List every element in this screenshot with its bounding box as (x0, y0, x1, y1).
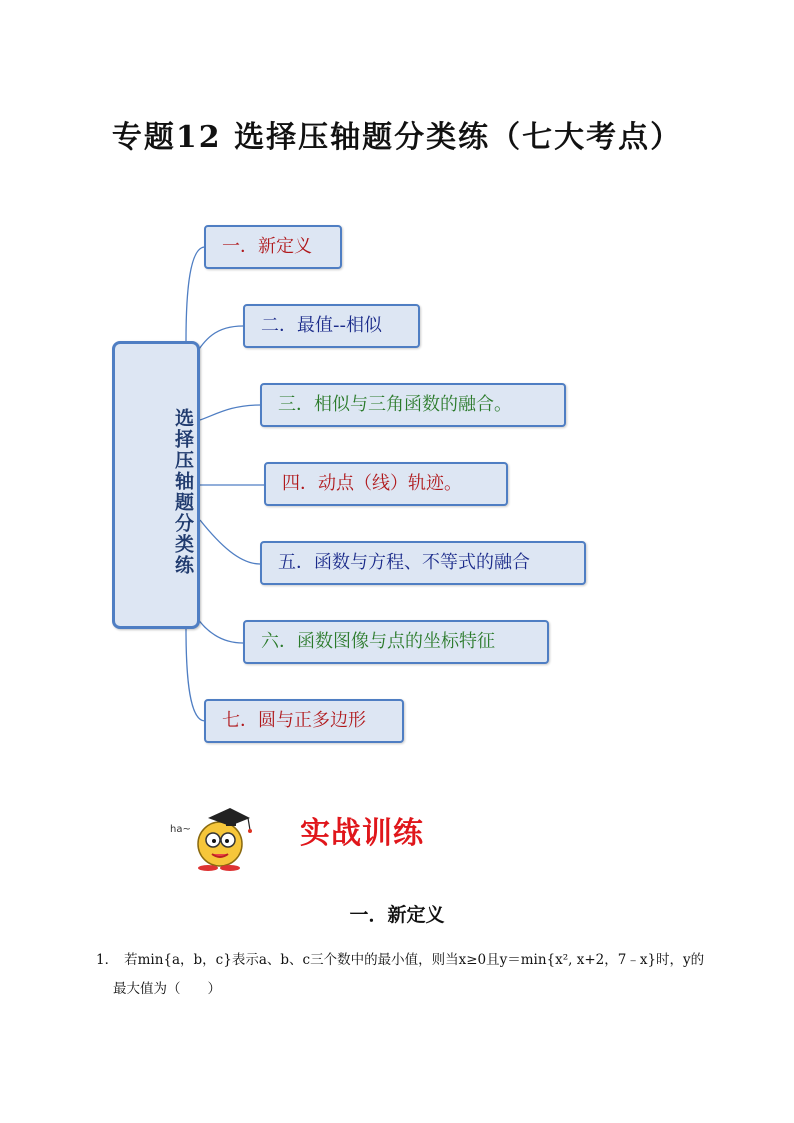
branch-extremum-similarity (243, 304, 420, 348)
document-title: 专题12 选择压轴题分类练（七大考点） (111, 120, 683, 155)
branch-label: 四．动点（线）轨迹。 (282, 473, 462, 494)
question-line-1 (96, 948, 704, 968)
graduate-mascot-icon (168, 802, 258, 872)
branch-circle-polygon (204, 699, 404, 743)
section-heading: 一．新定义 (349, 904, 445, 926)
branch-function-graph-coordinates (243, 620, 549, 664)
branch-label: 一．新定义 (222, 236, 312, 257)
mind-map-root-label: 选择压轴题分类练 (172, 408, 194, 576)
question-text-line-1: 若min{a，b，c}表示a、b、c三个数中的最小值，则当x≥0且y＝min{x², x+2，7﹣x}时，y的 (124, 952, 705, 968)
question-number: 1． (96, 952, 119, 968)
branch-similarity-trig (260, 383, 566, 427)
branch-label: 六．函数图像与点的坐标特征 (261, 631, 495, 652)
svg-text:ha~: ha~ (170, 824, 191, 835)
branch-label: 三．相似与三角函数的融合。 (278, 394, 512, 415)
branch-moving-point-locus (264, 462, 508, 506)
practice-banner: 实战训练 (300, 816, 424, 851)
mind-map-root (112, 341, 200, 629)
branch-label: 二．最值--相似 (261, 315, 382, 336)
branch-new-definition (204, 225, 342, 269)
question-line-2: 最大值为（ ） (113, 981, 221, 997)
branch-label: 七．圆与正多边形 (222, 710, 366, 731)
branch-function-equation-inequality (260, 541, 586, 585)
branch-label: 五．函数与方程、不等式的融合 (278, 552, 530, 573)
